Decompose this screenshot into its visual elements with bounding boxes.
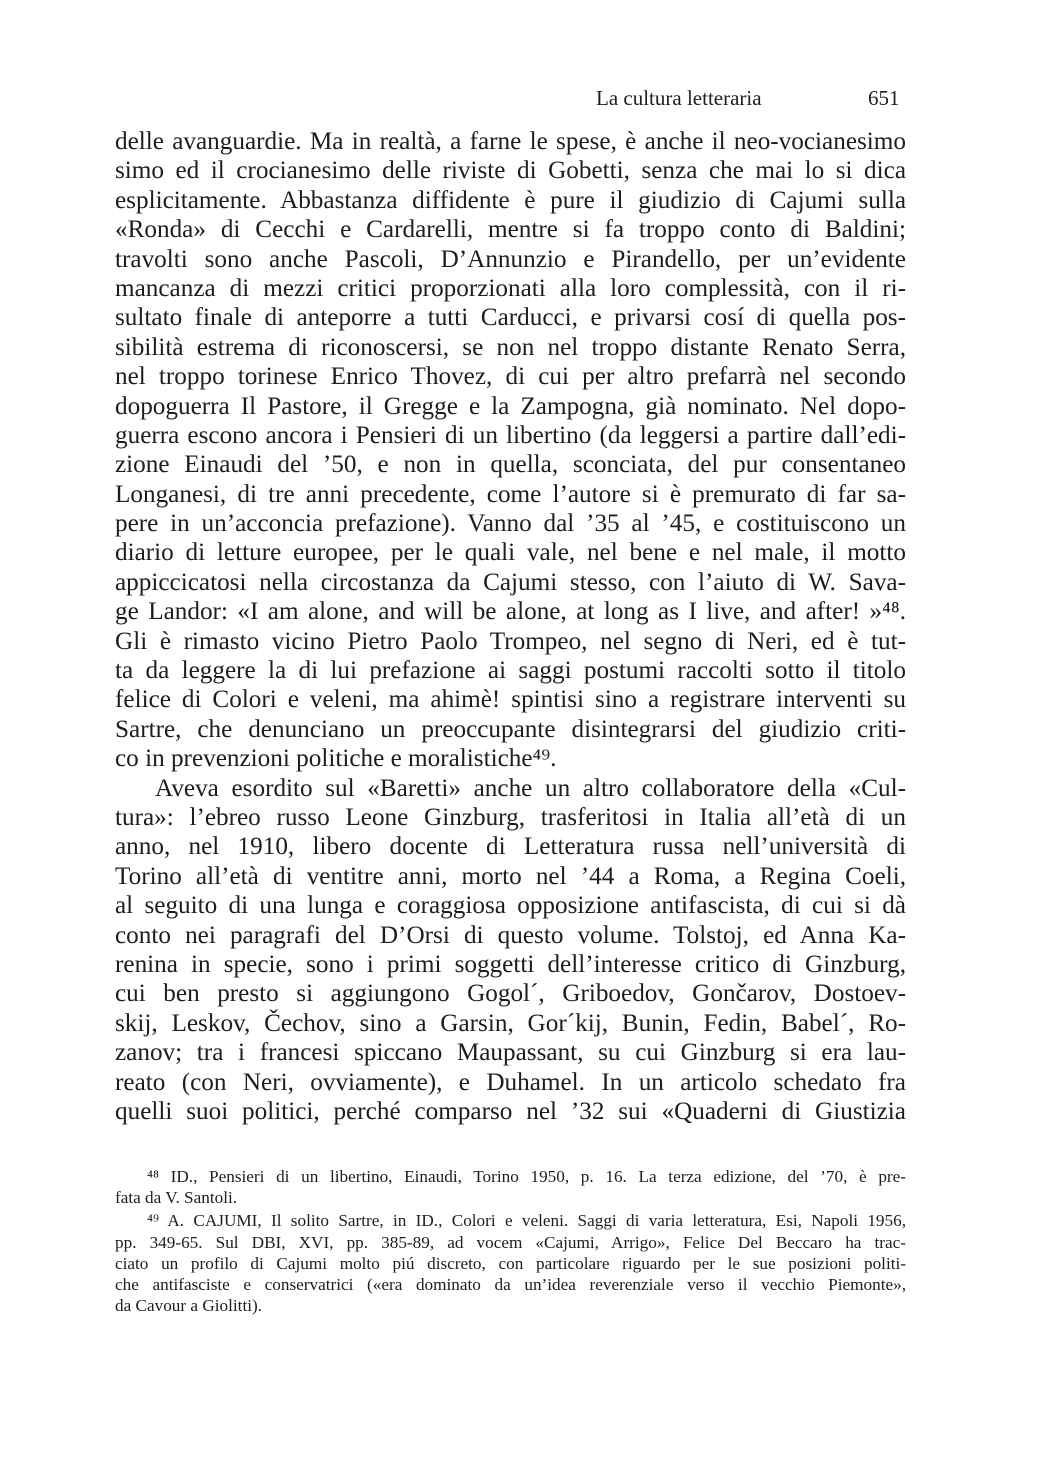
text-line: ge Landor: «I am alone, and will be alone, at long as I live, and after! »⁴⁸. — [115, 598, 906, 626]
text-line: conto nei paragrafi del D’Orsi di questo volume. Tolstoj, ed Anna Ka- — [115, 921, 906, 949]
footnote-line: fata da V. Santoli. — [115, 1188, 238, 1208]
text-line: quelli suoi politici, perché comparso nel ’32 sui «Quaderni di Giustizia — [115, 1097, 906, 1125]
text-line: renina in specie, sono i primi soggetti dell’interesse critico di Ginzburg, — [115, 950, 906, 978]
text-line: tura»: l’ebreo russo Leone Ginzburg, trasferitosi in Italia all’età di un — [115, 803, 906, 831]
text-line: zione Einaudi del ’50, e non in quella, sconciata, del pur consentaneo — [115, 451, 906, 479]
text-line: simo ed il crocianesimo delle riviste di Gobetti, senza che mai lo si dica — [115, 157, 906, 185]
text-line: co in prevenzioni politiche e moralistiche⁴⁹. — [115, 745, 557, 773]
text-line: pere in un’acconcia prefazione). Vanno dal ’35 al ’45, e costituiscono un — [115, 510, 906, 538]
text-line: sibilità estrema di riconoscersi, se non nel troppo distante Renato Serra, — [115, 333, 906, 361]
text-line: cui ben presto si aggiungono Gogol´, Griboedov, Gončarov, Dostoev- — [115, 980, 906, 1008]
text-line: al seguito di una lunga e coraggiosa opposizione antifascista, di cui si dà — [115, 892, 906, 920]
main-text — [115, 127, 906, 1126]
text-line: skij, Leskov, Čechov, sino a Garsin, Gor´kij, Bunin, Fedin, Babel´, Ro- — [115, 1009, 906, 1037]
running-header — [0, 82, 1046, 114]
text-line: zanov; tra i francesi spiccano Maupassant, su cui Ginzburg si era lau- — [115, 1039, 906, 1067]
page-number: 651 — [868, 86, 900, 110]
footnotes — [115, 1166, 906, 1316]
text-line: nel troppo torinese Enrico Thovez, di cui per altro prefarrà nel secondo — [115, 363, 906, 391]
running-title: La cultura letteraria — [596, 86, 762, 110]
text-line: guerra escono ancora i Pensieri di un libertino (da leggersi a partire dall’edi- — [115, 421, 906, 449]
text-line: sultato finale di anteporre a tutti Carducci, e privarsi cosí di quella pos- — [115, 304, 906, 332]
text-line: Sartre, che denunciano un preoccupante disintegrarsi del giudizio criti- — [115, 715, 906, 743]
footnote-line: pp. 349-65. Sul DBI, XVI, pp. 385-89, ad vocem «Cajumi, Arrigo», Felice Del Beccaro ha trac- — [115, 1232, 906, 1252]
text-line: mancanza di mezzi critici proporzionati alla loro complessità, con il ri- — [115, 274, 906, 302]
text-line: reato (con Neri, ovviamente), e Duhamel. In un articolo schedato fra — [115, 1068, 906, 1096]
text-line: dopoguerra Il Pastore, il Gregge e la Zampogna, già nominato. Nel dopo- — [115, 392, 906, 420]
text-line: felice di Colori e veleni, ma ahimè! spintisi sino a registrare interventi su — [115, 686, 906, 714]
footnote-line: da Cavour a Giolitti). — [115, 1296, 263, 1316]
text-line: Gli è rimasto vicino Pietro Paolo Trompeo, nel segno di Neri, ed è tut- — [115, 627, 906, 655]
text-line: esplicitamente. Abbastanza diffidente è pure il giudizio di Cajumi sulla — [115, 186, 906, 214]
footnote-line: ⁴⁹ A. CAJUMI, Il solito Sartre, in ID., Colori e veleni. Saggi di varia letteratura, Esi, Napoli 1956, — [147, 1211, 906, 1231]
text-line: diario di letture europee, per le quali vale, nel bene e nel male, il motto — [115, 539, 906, 567]
text-line: delle avanguardie. Ma in realtà, a farne le spese, è anche il neo-vocianesimo — [115, 128, 906, 155]
text-line: appiccicatosi nella circostanza da Cajumi stesso, con l’aiuto di W. Sava- — [115, 568, 906, 596]
text-line: ta da leggere la di lui prefazione ai saggi postumi raccolti sotto il titolo — [115, 657, 906, 685]
text-line: anno, nel 1910, libero docente di Letteratura russa nell’università di — [115, 833, 906, 861]
footnote-line: ⁴⁸ ID., Pensieri di un libertino, Einaudi, Torino 1950, p. 16. La terza edizione, del ’70, è pre- — [147, 1167, 906, 1186]
text-line: travolti sono anche Pascoli, D’Annunzio e Pirandello, per un’evidente — [115, 245, 906, 273]
text-line: Torino all’età di ventitre anni, morto nel ’44 a Roma, a Regina Coeli, — [115, 862, 906, 890]
text-line: Aveva esordito sul «Baretti» anche un altro collaboratore della «Cul- — [155, 774, 906, 802]
text-line: «Ronda» di Cecchi e Cardarelli, mentre si fa troppo conto di Baldini; — [115, 216, 906, 244]
text-line: Longanesi, di tre anni precedente, come l’autore si è premurato di far sa- — [115, 480, 906, 508]
footnote-line: ciato un profilo di Cajumi molto piú discreto, con particolare riguardo per le sue posizioni politi- — [115, 1253, 906, 1273]
footnote-line: che antifasciste e conservatrici («era dominato da un’idea reverenziale verso il vecchio Piemonte», — [115, 1274, 906, 1294]
